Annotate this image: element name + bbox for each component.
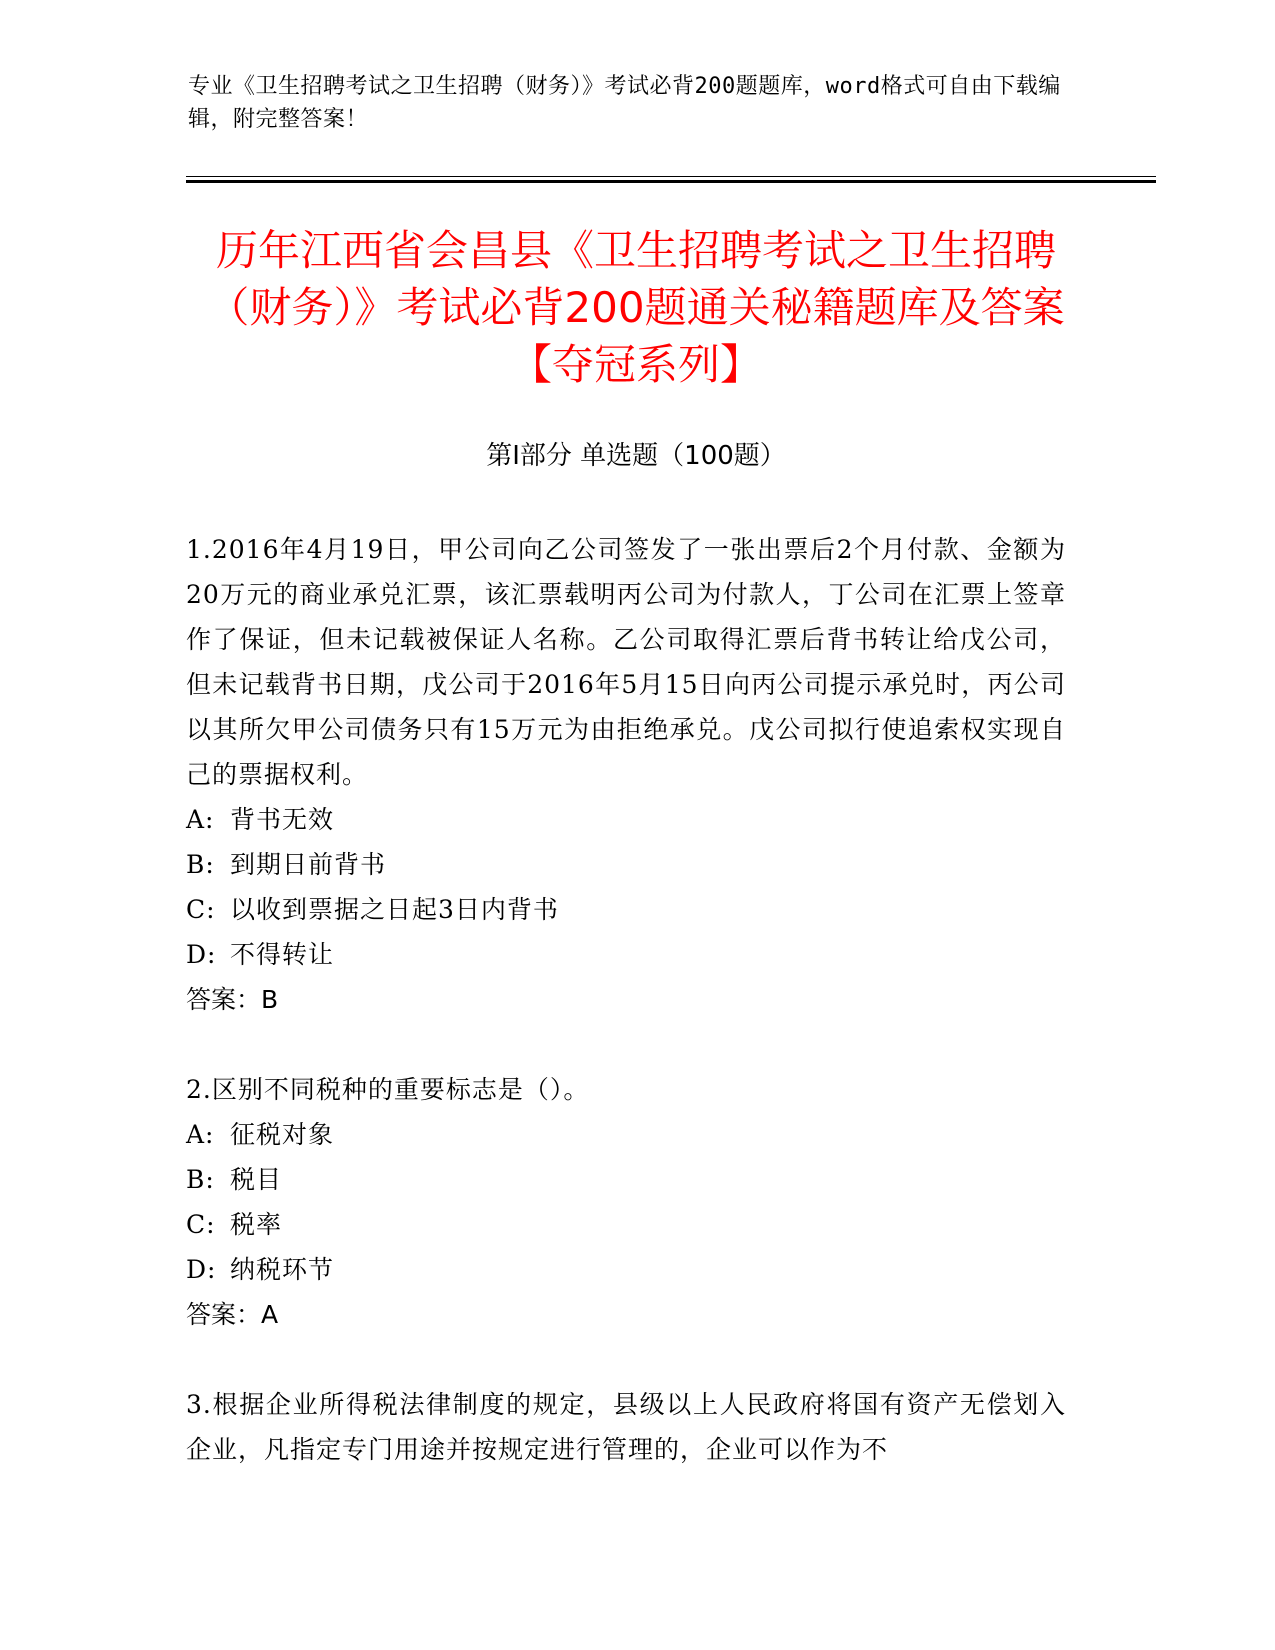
option-key: C: — [186, 895, 216, 924]
header-note: 专业《卫生招聘考试之卫生招聘（财务）》考试必背200题题库，word格式可自由下载编辑，附完整答案！ — [188, 74, 1061, 132]
option-key: A: — [186, 805, 215, 834]
option-key: B: — [186, 1165, 215, 1194]
option-text: 不得转让 — [230, 940, 335, 969]
option-text: 纳税环节 — [230, 1255, 335, 1284]
option-text: 到期日前背书 — [230, 850, 387, 879]
option-text: 背书无效 — [230, 805, 335, 834]
option-text: 税率 — [230, 1210, 283, 1239]
option-key: A: — [186, 1120, 215, 1149]
option-b — [186, 842, 1066, 887]
option-key: D: — [186, 1255, 217, 1284]
header-divider-thin — [186, 176, 1156, 177]
question-1 — [186, 527, 1066, 1022]
question-text: 2.区别不同税种的重要标志是（）。 — [186, 1075, 590, 1104]
option-b — [186, 1157, 1066, 1202]
option-d — [186, 1247, 1066, 1292]
option-text: 以收到票据之日起3日内背书 — [230, 895, 559, 924]
question-text: 1.2016年4月19日，甲公司向乙公司签发了一张出票后2个月付款、金额为20万元的商业承兑汇票，该汇票载明丙公司为付款人，丁公司在汇票上签章作了保证，但未记载被保证人名称。乙公司取得汇票后背书转让给戊公司，但未记载背书日期，戊公司于2016年5月15日向丙公司提示承兑时，丙公司以其所欠甲公司债务只有15万元为由拒绝承兑。戊公司拟行使追索权实现自己的票据权利。 — [186, 535, 1066, 789]
option-a — [186, 797, 1066, 842]
header-divider-thick — [186, 180, 1156, 183]
section-heading: 第I部分 单选题（100题） — [486, 441, 786, 471]
document-title: 历年江西省会昌县《卫生招聘考试之卫生招聘（财务）》考试必背200题通关秘籍题库及答案【夺冠系列】 — [207, 226, 1065, 389]
option-c — [186, 887, 1066, 932]
option-text: 征税对象 — [230, 1120, 335, 1149]
question-3 — [186, 1382, 1066, 1472]
option-key: C: — [186, 1210, 216, 1239]
question-text: 3.根据企业所得税法律制度的规定，县级以上人民政府将国有资产无偿划入企业，凡指定专门用途并按规定进行管理的，企业可以作为不 — [186, 1390, 1066, 1464]
question-list — [186, 527, 1066, 1517]
question-2 — [186, 1067, 1066, 1337]
option-key: B: — [186, 850, 215, 879]
answer: 答案：A — [186, 1300, 279, 1329]
answer: 答案：B — [186, 985, 279, 1014]
option-a — [186, 1112, 1066, 1157]
option-key: D: — [186, 940, 217, 969]
option-text: 税目 — [230, 1165, 283, 1194]
option-d — [186, 932, 1066, 977]
option-c — [186, 1202, 1066, 1247]
